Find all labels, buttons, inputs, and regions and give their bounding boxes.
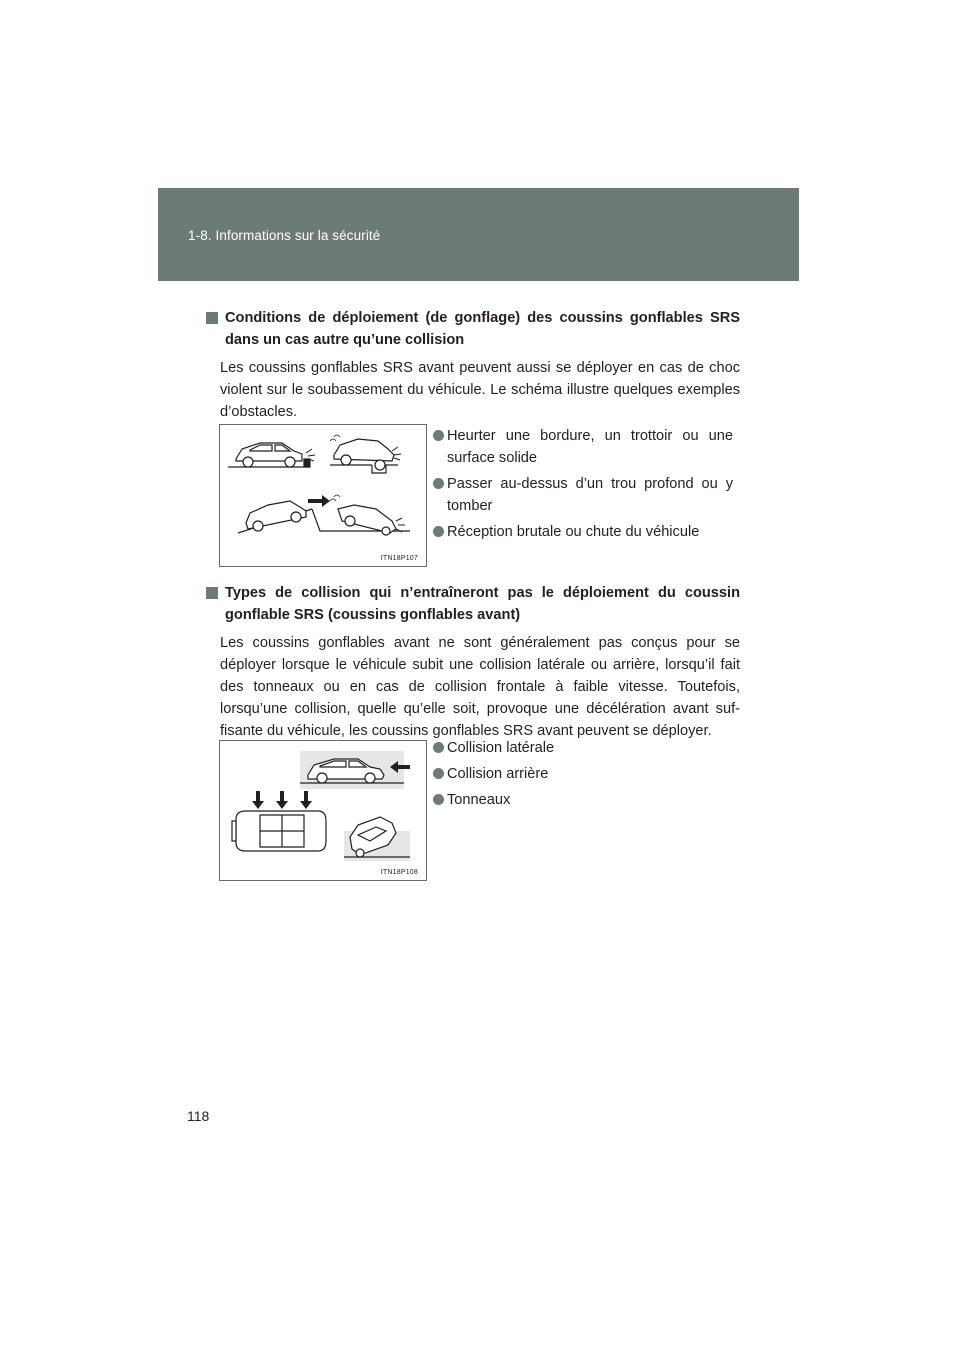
circle-bullet-icon	[433, 526, 444, 537]
figure-obstacles	[219, 424, 427, 567]
car-rollover-icon	[344, 817, 410, 861]
page-number: 118	[187, 1108, 210, 1124]
circle-bullet-icon	[433, 794, 444, 805]
section-heading-text: Types de collision qui n’entraîneront pas le déploiement du coussin gonflable SRS (coussins gonflables avant)	[225, 585, 740, 623]
list-item: Passer au-dessus d’un trou profond ou y tomber	[433, 473, 733, 517]
section-body: Les coussins gonflables avant ne sont généralement pas conçus pour se déployer lorsque le véhicule subit une collision latérale ou arrière, lorsqu’il fait des tonneaux ou en cas de collision frontale à faible vitesse. Toutefois, lorsqu’une collision, quelle qu’elle soit, provoque une décélération avant suf-fisante du véhicule, les coussins gonflables SRS avant peuvent se déployer.	[220, 635, 740, 739]
section-heading	[206, 582, 740, 626]
bullet-list-collisions	[433, 737, 733, 815]
figure-collisions	[219, 740, 427, 881]
bullet-list-obstacles	[433, 425, 733, 547]
chapter-header	[158, 188, 799, 281]
list-item: Réception brutale ou chute du véhicule	[433, 521, 733, 543]
section-collision-types	[206, 582, 740, 742]
car-hole-icon	[330, 435, 401, 473]
section-body: Les coussins gonflables SRS avant peuvent aussi se déployer en cas de choc violent sur le soubassement du véhicule. Le schéma illustre quelques exemples d’obstacles.	[220, 360, 740, 420]
list-item: Tonneaux	[433, 789, 733, 811]
section-deployment-conditions	[206, 307, 740, 423]
list-item: Heurter une bordure, un trottoir ou une surface solide	[433, 425, 733, 469]
circle-bullet-icon	[433, 768, 444, 779]
section-heading	[206, 307, 740, 351]
square-bullet-icon	[206, 312, 218, 324]
arrow-down-icon	[252, 791, 312, 809]
section-heading-text: Conditions de déploiement (de gonflage) des coussins gonflables SRS dans un cas autre qu’une collision	[225, 310, 740, 348]
circle-bullet-icon	[433, 478, 444, 489]
arrow-right-icon	[308, 495, 330, 507]
figure-code: ITN18P108	[380, 869, 418, 876]
chapter-title: 1-8. Informations sur la sécurité	[188, 228, 381, 243]
list-item: Collision arrière	[433, 763, 733, 785]
car-curb-icon	[228, 443, 315, 467]
obstacle-illustration	[220, 425, 426, 566]
collision-illustration	[220, 741, 426, 880]
circle-bullet-icon	[433, 430, 444, 441]
list-item: Collision latérale	[433, 737, 733, 759]
car-top-view-icon	[232, 811, 326, 851]
figure-code: ITN18P107	[380, 555, 418, 562]
circle-bullet-icon	[433, 742, 444, 753]
car-side-icon	[300, 751, 404, 789]
square-bullet-icon	[206, 587, 218, 599]
